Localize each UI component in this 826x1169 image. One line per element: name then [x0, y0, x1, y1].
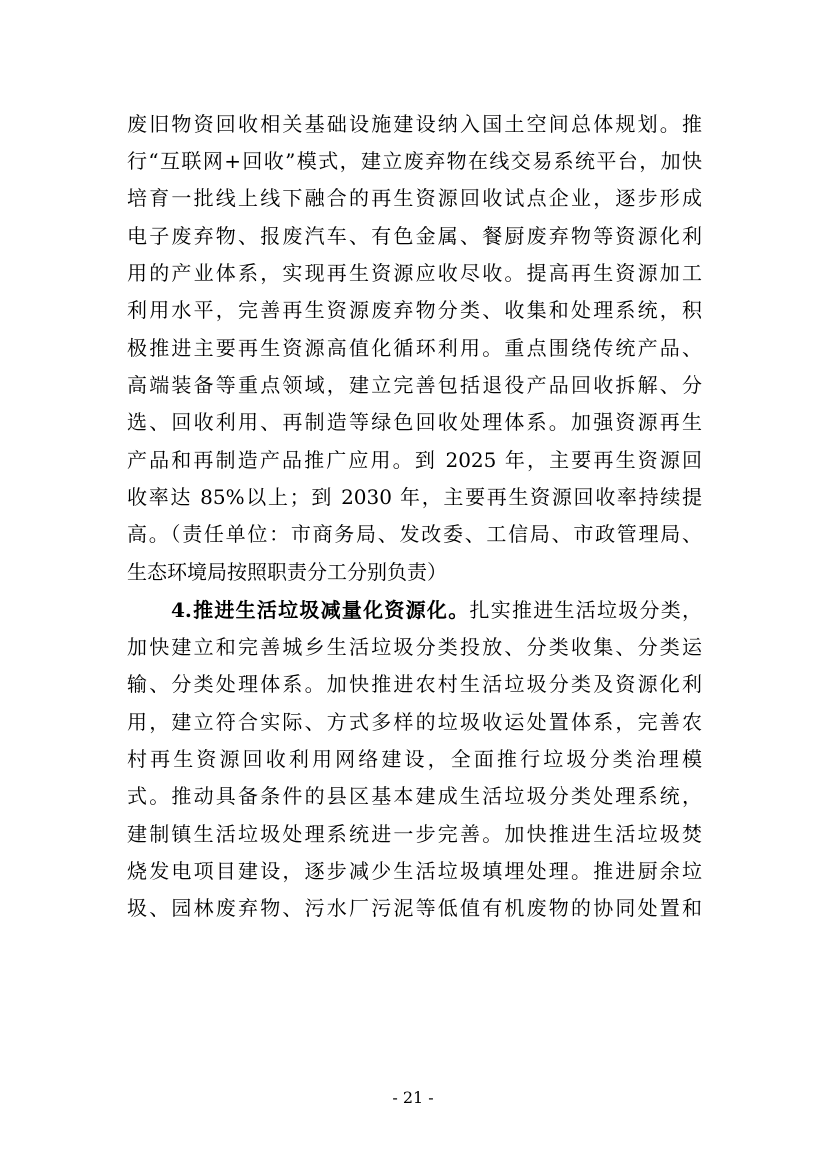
text-line: 培育一批线上线下融合的再生资源回收试点企业，逐步形成 [127, 186, 702, 210]
text-line: 行“互联网+回收”模式，建立废弃物在线交易系统平台，加快 [127, 149, 702, 173]
section-first-line [171, 592, 702, 628]
text-line: 烧发电项目建设，逐步减少生活垃圾填埋处理。推进厨余垃 [127, 859, 702, 883]
section-first-line-text: 扎实推进生活垃圾分类， [469, 598, 702, 622]
text-line: 用的产业体系，实现再生资源应收尽收。提高再生资源加工 [127, 261, 702, 285]
text-line: 圾、园林废弃物、污水厂污泥等低值有机废物的协同处置和 [127, 896, 702, 920]
text-line: 建制镇生活垃圾处理系统进一步完善。加快推进生活垃圾焚 [127, 822, 702, 846]
text-line: 电子废弃物、报废汽车、有色金属、餐厨废弃物等资源化利 [127, 224, 702, 248]
text-line: 村再生资源回收利用网络建设，全面推行垃圾分类治理模 [127, 747, 702, 771]
text-line: 输、分类处理体系。加快推进农村生活垃圾分类及资源化利 [127, 672, 702, 696]
text-line: 废旧物资回收相关基础设施建设纳入国土空间总体规划。推 [127, 112, 702, 136]
text-line: 利用水平，完善再生资源废弃物分类、收集和处理系统，积 [127, 298, 702, 322]
text-line: 加快建立和完善城乡生活垃圾分类投放、分类收集、分类运 [127, 635, 702, 659]
text-line: 式。推动具备条件的县区基本建成生活垃圾分类处理系统， [127, 784, 702, 808]
page-number: - 21 - [392, 1088, 434, 1107]
text-line: 收率达 85%以上；到 2030 年，主要再生资源回收率持续提 [127, 485, 702, 509]
text-line: 高。（责任单位：市商务局、发改委、工信局、市政管理局、 [127, 522, 702, 546]
text-line: 用，建立符合实际、方式多样的垃圾收运处置体系，完善农 [127, 710, 702, 734]
text-line: 选、回收利用、再制造等绿色回收处理体系。加强资源再生 [127, 410, 702, 434]
section-heading: 4.推进生活垃圾减量化资源化。 [171, 598, 470, 622]
text-line: 产品和再制造产品推广应用。到 2025 年，主要再生资源回 [127, 448, 702, 472]
text-line: 生态环境局按照职责分工分别负责） [127, 560, 447, 584]
text-line: 高端装备等重点领域，建立完善包括退役产品回收拆解、分 [127, 373, 702, 397]
text-line: 极推进主要再生资源高值化循环利用。重点围绕传统产品、 [127, 336, 702, 360]
